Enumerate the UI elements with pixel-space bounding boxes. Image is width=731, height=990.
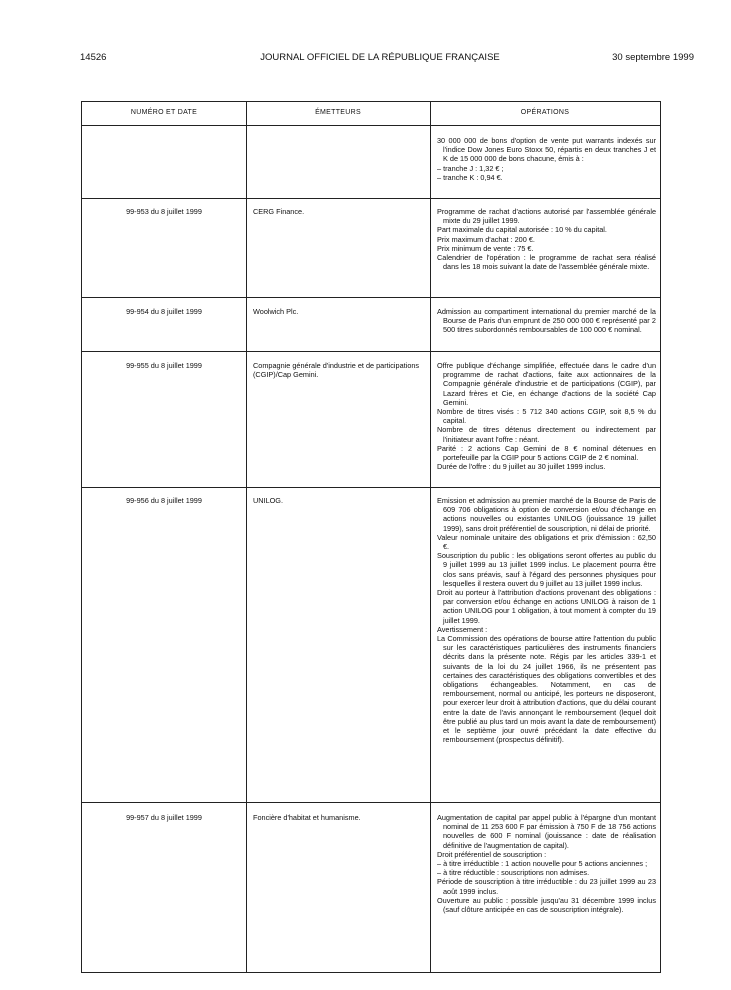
operation-line: Programme de rachat d'actions autorisé par l'assemblée générale mixte du 29 juillet 1999.	[437, 207, 656, 226]
issuer-cell: CERG Finance.	[253, 207, 305, 216]
operation-line: Prix minimum de vente : 75 €.	[437, 243, 534, 253]
operation-line: Parité : 2 actions Cap Gemini de 8 € nominal détenues en portefeuille par la CGIP pour 5 actions CGIP de 2 € nominal.	[437, 443, 656, 463]
row-divider	[82, 297, 660, 298]
row-divider	[82, 198, 660, 199]
operation-line: – à titre réductible : souscriptions non admises.	[437, 868, 590, 878]
column-header-number-date: NUMÉRO ET DATE	[130, 109, 198, 116]
number-date-cell: 99-957 du 8 juillet 1999	[126, 813, 202, 822]
page-header	[80, 52, 694, 66]
operation-line: Nombre de titres visés : 5 712 340 actions CGIP, soit 8,5 % du capital.	[437, 407, 656, 426]
column-header-issuers: ÉMETTEURS	[315, 109, 361, 116]
operations-cell	[437, 496, 656, 744]
row-divider	[82, 802, 660, 803]
number-date-cell: 99-953 du 8 juillet 1999	[126, 207, 202, 216]
operation-line: Part maximale du capital autorisée : 10 % du capital.	[437, 225, 607, 235]
operation-line: – à titre irréductible : 1 action nouvelle pour 5 actions anciennes ;	[437, 859, 648, 869]
operation-line: Valeur nominale unitaire des obligations et prix d'émission : 62,50 €.	[437, 532, 656, 552]
page-number: 14526	[80, 52, 107, 63]
row-divider	[82, 351, 660, 352]
publication-date: 30 septembre 1999	[612, 52, 694, 63]
operation-line: Prix maximum d'achat : 200 €.	[437, 234, 535, 244]
issuer-cell: Compagnie générale d'industrie et de participations (CGIP)/Cap Gemini.	[253, 361, 420, 380]
operations-cell	[437, 207, 656, 271]
column-header-operations: OPÉRATIONS	[520, 109, 570, 116]
column-divider	[246, 102, 247, 972]
issuer-cell: Foncière d'habitat et humanisme.	[253, 813, 361, 822]
operation-line: – tranche K : 0,94 €.	[437, 172, 503, 182]
operations-cell	[437, 136, 656, 182]
operation-line: Admission au compartiment international du premier marché de la Bourse de Paris d'un emprunt de 250 000 000 € représenté par 2 500 titres subordonnés remboursables de 100 000 € nominal.	[437, 307, 656, 335]
operations-cell	[437, 813, 656, 914]
operation-line: – tranche J : 1,32 € ;	[437, 163, 504, 173]
operation-line: Offre publique d'échange simplifiée, effectuée dans le cadre d'un programme de rachat d'actions, faite aux actionnaires de la Compagnie générale d'industrie et de participations (CGIP), par Lazard frères et Cie, en échange d'actions de la société Cap Gemini.	[437, 361, 656, 407]
operations-table	[81, 101, 661, 973]
operation-line: La Commission des opérations de bourse attire l'attention du public sur les caractéristiques particulières des instruments financiers décrits dans la présente note. Régis par les articles 339-1 et suivants de la loi du 24 juillet 1966, ils ne présentent pas certaines des caractéristiques des obligations convertibles et des obligations échangeables. Notamment, en cas de remboursement, normal ou anticipé, les porteurs ne disposeront, pour exercer leur droit à attribution d'actions, que du délai courant entre la date de l'avis annonçant le remboursement (lequel doit être publié au plus tard un mois avant la date de remboursement) et le septième jour ouvré précédant la date effective du remboursement (prospectus définitif).	[437, 634, 656, 745]
row-divider	[82, 487, 660, 488]
operation-line: Période de souscription à titre irréductible : du 23 juillet 1999 au 23 août 1999 inclus.	[437, 877, 656, 896]
number-date-cell: 99-956 du 8 juillet 1999	[126, 496, 202, 505]
operation-line: Droit préférentiel de souscription :	[437, 849, 547, 859]
operations-cell	[437, 307, 656, 335]
operation-line: Souscription du public : les obligations seront offertes au public du 9 juillet 1999 au 13 juillet 1999 inclus. Le placement pourra être clos sans préavis, sauf à l'égard des personnes physiques pour lesquelles il restera ouvert du 9 juillet au 13 juillet 1999 inclus.	[437, 551, 656, 588]
operation-line: Emission et admission au premier marché de la Bourse de Paris de 609 706 obligations à option de conversion et/ou d'échange en actions nouvelles ou existantes UNILOG (jouissance 19 juillet 1999), sans droit préférentiel de souscription, ni délai de priorité.	[437, 496, 656, 533]
operation-line: Droit au porteur à l'attribution d'actions provenant des obligations : par conversion et/ou échange en actions UNILOG à raison de 1 action UNILOG pour 1 obligation, à tout moment à compter du 19 juillet 1999.	[437, 588, 656, 625]
operations-cell	[437, 361, 656, 471]
operation-line: Durée de l'offre : du 9 juillet au 30 juillet 1999 inclus.	[437, 462, 606, 472]
header-divider	[82, 125, 660, 126]
issuer-cell: UNILOG.	[253, 496, 284, 505]
operation-line: Ouverture au public : possible jusqu'au 31 décembre 1999 inclus (sauf clôture anticipée en cas de souscription intégrale).	[437, 895, 656, 915]
operation-line: Augmentation de capital par appel public à l'épargne d'un montant nominal de 11 253 600 F par émission à 750 F de 18 756 actions nouvelles de 600 F nominal (jouissance : date de réalisation définitive de l'augmentation de capital).	[437, 813, 656, 850]
operation-line: Calendrier de l'opération : le programme de rachat sera réalisé dans les 18 mois suivant la date de l'assemblée générale mixte.	[437, 253, 656, 272]
number-date-cell: 99-955 du 8 juillet 1999	[126, 361, 202, 370]
issuer-cell: Woolwich Plc.	[253, 307, 299, 316]
operation-line: Avertissement :	[437, 624, 488, 634]
journal-title: JOURNAL OFFICIEL DE LA RÉPUBLIQUE FRANÇAISE	[260, 52, 500, 63]
column-divider	[430, 102, 431, 972]
operation-line: 30 000 000 de bons d'option de vente put warrants indexés sur l'indice Dow Jones Euro Stoxx 50, répartis en deux tranches J et K de 15 000 000 de bons chacune, émis à :	[437, 136, 656, 164]
operation-line: Nombre de titres détenus directement ou indirectement par l'initiateur avant l'offre : néant.	[437, 425, 656, 444]
number-date-cell: 99-954 du 8 juillet 1999	[126, 307, 202, 316]
